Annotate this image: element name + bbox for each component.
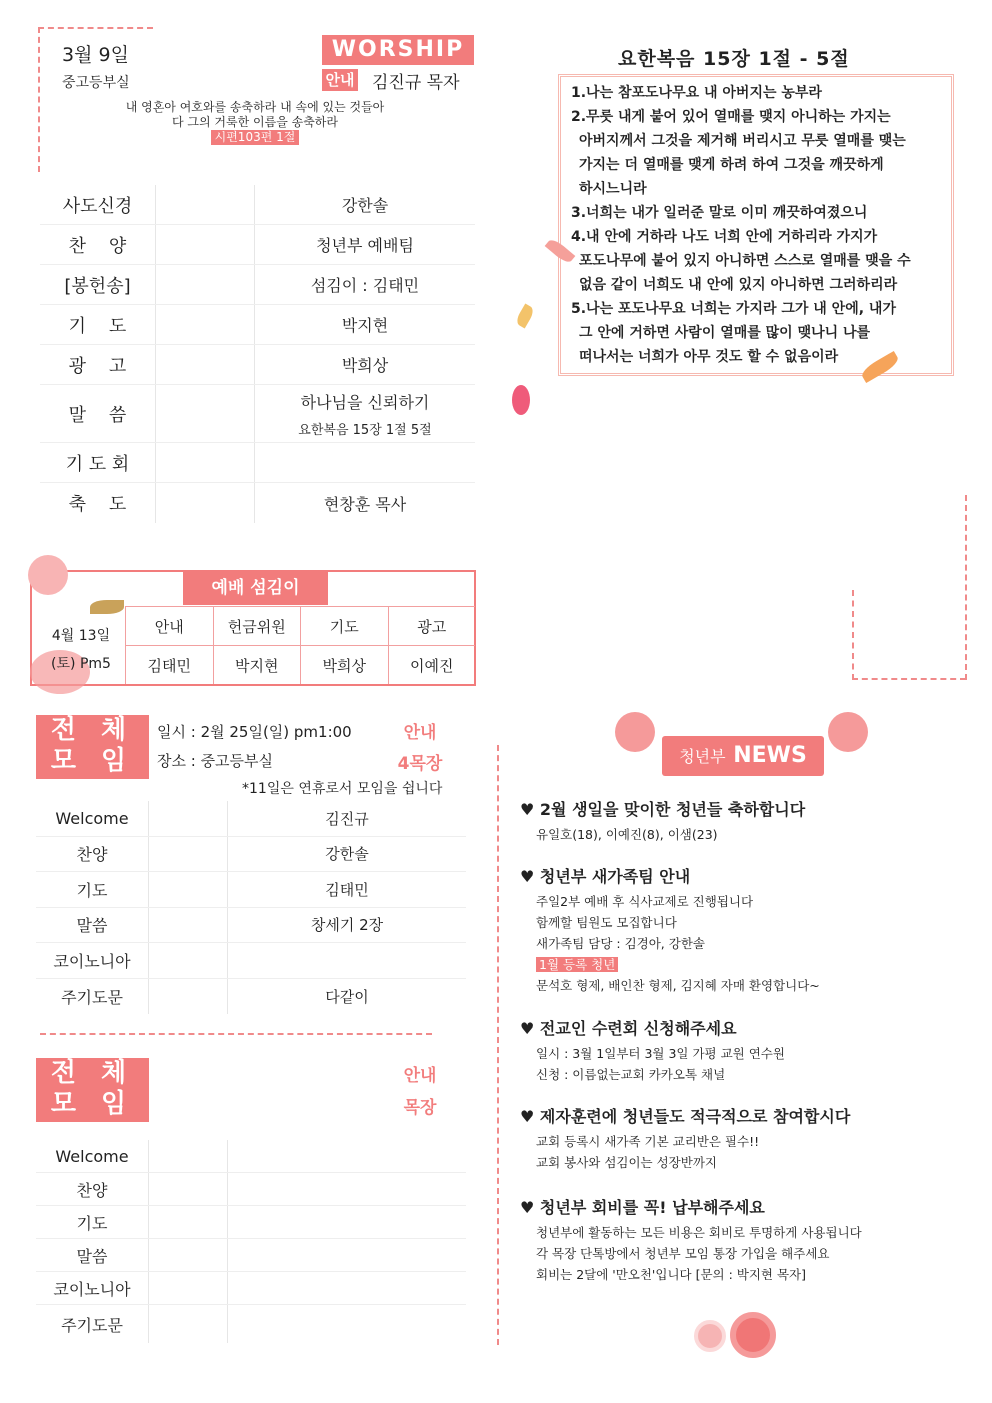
news-title: ♥ 2월 생일을 맞이한 청년들 축하합니다 — [520, 800, 806, 819]
guide-name: 김진규 목자 — [372, 73, 460, 93]
sermon-title: 하나님을 신뢰하기 — [300, 392, 430, 412]
meeting-badge — [36, 715, 149, 779]
news-title: ♥ 제자훈련에 청년들도 적극적으로 참여합시다 — [520, 1107, 851, 1126]
order-item: 기 도 — [68, 315, 127, 337]
meeting-item: 주기도문 — [61, 1315, 123, 1335]
order-row — [40, 385, 475, 443]
dashed-divider — [38, 27, 153, 29]
opening-verse — [90, 100, 420, 145]
scripture-line: 포도나무에 붙어 있지 아니하면 스스로 열매를 맺을 수 — [579, 253, 911, 269]
news-badge-main: NEWS — [733, 743, 807, 768]
servers-role: 광고 — [388, 606, 476, 645]
news-item — [520, 864, 960, 996]
meeting-table — [36, 801, 466, 1014]
order-item: [봉헌송] — [64, 275, 131, 297]
scripture-line: 3.너희는 내가 일러준 말로 이미 깨끗하여졌으니 — [571, 205, 868, 221]
meeting-info — [157, 718, 352, 776]
meeting-person: 김태민 — [325, 880, 369, 899]
meeting-row — [36, 801, 466, 837]
order-person: 강한솔 — [341, 196, 389, 215]
news-line: 교회 등록시 새가족 기본 교리반은 필수!! — [536, 1134, 760, 1149]
leaf-decoration — [90, 600, 124, 614]
servers-date — [45, 622, 117, 678]
meeting-row — [36, 837, 466, 873]
meeting-item: Welcome — [55, 808, 129, 828]
scripture-box — [558, 74, 954, 376]
verse-reference: 시편103편 1절 — [211, 130, 300, 145]
scripture-line: 5.나는 포도나무요 너희는 가지라 그가 내 안에, 내가 — [571, 301, 896, 317]
order-row — [40, 345, 475, 385]
order-row — [40, 443, 475, 483]
order-item: 광 고 — [68, 355, 127, 377]
order-person: 섬김이 : 김태민 — [310, 276, 420, 295]
meeting-item: 말씀 — [76, 916, 108, 936]
meeting-badge-line: 모 임 — [50, 746, 135, 776]
meeting-item: 코이노니아 — [53, 1279, 131, 1299]
order-person: 청년부 예배팀 — [316, 236, 414, 255]
scripture-title: 요한복음 15장 1절 - 5절 — [618, 48, 850, 70]
meeting-guide — [395, 1060, 445, 1124]
meeting-note: *11일은 연휴로서 모임을 쉽니다 — [242, 781, 443, 797]
news-line: 회비는 2달에 '만오천'입니다 [문의 : 박지현 목자] — [536, 1267, 806, 1282]
news-line: 교회 봉사와 섬김이는 성장반까지 — [536, 1155, 717, 1170]
meeting-item: 찬양 — [76, 1180, 108, 1200]
meeting-person: 김진규 — [325, 809, 369, 828]
meeting-row — [36, 872, 466, 908]
scripture-line: 2.무릇 내게 붙어 있어 열매를 맺지 아니하는 가지는 — [571, 109, 891, 125]
meeting-item: Welcome — [55, 1146, 129, 1166]
meeting-guide — [395, 718, 445, 780]
meeting-item: 주기도문 — [61, 987, 123, 1007]
news-line: 주일2부 예배 후 식사교제로 진행됩니다 — [536, 894, 754, 909]
flower-decoration — [828, 712, 868, 752]
order-person: 박희상 — [341, 356, 389, 375]
meeting-table — [36, 1140, 466, 1343]
meeting-row — [36, 979, 466, 1015]
meeting-datetime: 일시 : 2월 25일(일) pm1:00 — [157, 723, 352, 741]
meeting-person: 창세기 2장 — [310, 916, 384, 935]
order-item: 기 도 회 — [65, 453, 130, 475]
news-line: 함께할 팀원도 모집합니다 — [536, 915, 677, 930]
flower-decoration — [615, 712, 655, 752]
flower-decoration — [28, 555, 68, 595]
news-title: ♥ 청년부 회비를 꼭! 납부해주세요 — [520, 1198, 765, 1217]
guide-badge: 안내 — [322, 69, 358, 91]
news-title: ♥ 전교인 수련회 신청해주세요 — [520, 1019, 737, 1038]
servers-date-line: 4월 13일 — [51, 628, 111, 644]
meeting-row — [36, 1140, 466, 1173]
news-tag: 1월 등록 청년 — [536, 957, 618, 972]
meeting-item: 기도 — [76, 1213, 108, 1233]
servers-name: 이예진 — [388, 645, 476, 684]
meeting-row — [36, 1206, 466, 1239]
scripture-line: 떠나서는 너희가 아무 것도 할 수 없음이라 — [579, 349, 839, 365]
scripture-line: 아버지께서 그것을 제거해 버리시고 무릇 열매를 맺는 — [579, 133, 906, 149]
flower-decoration — [694, 1320, 726, 1352]
order-item: 사도신경 — [62, 195, 133, 217]
verse-line: 내 영혼아 여호와를 송축하라 내 속에 있는 것들아 — [125, 100, 385, 114]
order-item: 말 씀 — [68, 404, 127, 426]
news-badge-prefix: 청년부 — [679, 747, 726, 766]
flower-decoration — [730, 1312, 776, 1358]
dashed-divider — [852, 678, 966, 680]
dashed-divider — [38, 27, 40, 172]
order-row — [40, 483, 475, 523]
service-date: 3월 9일 — [62, 44, 129, 66]
meeting-guide-value: 목장 — [403, 1098, 437, 1118]
order-of-service — [40, 185, 475, 523]
dashed-divider — [40, 1033, 432, 1035]
sermon-passage: 요한복음 15장 1절 5절 — [298, 422, 432, 438]
order-item: 찬 양 — [68, 235, 127, 257]
news-line: 각 목장 단톡방에서 청년부 모임 통장 가입을 해주세요 — [536, 1246, 830, 1261]
news-item — [520, 1016, 960, 1085]
meeting-badge — [36, 1058, 149, 1122]
servers-role: 기도 — [300, 606, 388, 645]
order-row — [40, 185, 475, 225]
news-line: 유일호(18), 이예진(8), 이샘(23) — [536, 827, 718, 842]
dashed-divider — [497, 745, 499, 1345]
meeting-badge-line: 모 임 — [50, 1089, 135, 1119]
news-item — [520, 1195, 960, 1285]
meeting-person: 다같이 — [325, 987, 369, 1006]
verse-line: 다 그의 거룩한 이름을 송축하라 — [172, 115, 338, 129]
order-row — [40, 225, 475, 265]
order-person: 박지현 — [341, 316, 389, 335]
news-line: 신청 : 이름없는교회 카카오톡 채널 — [536, 1067, 726, 1082]
petal-decoration — [512, 385, 530, 415]
scripture-line: 없음 같이 너희도 내 안에 있지 아니하면 그러하리라 — [579, 277, 898, 293]
news-item — [520, 1104, 960, 1173]
dashed-divider — [852, 590, 854, 680]
meeting-badge-line: 전 체 — [50, 1058, 135, 1088]
servers-title: 예배 섬김이 — [183, 571, 328, 605]
order-row — [40, 305, 475, 345]
meeting-guide-value: 4목장 — [397, 754, 443, 774]
servers-date-line: (토) Pm5 — [51, 656, 111, 672]
meeting-row — [36, 943, 466, 979]
meeting-row — [36, 1173, 466, 1206]
scripture-line: 하시느니라 — [579, 181, 647, 197]
news-line: 일시 : 3월 1일부터 3월 3일 가평 교원 연수원 — [536, 1046, 785, 1061]
dashed-divider — [965, 495, 967, 680]
meeting-row — [36, 1305, 466, 1343]
news-title: ♥ 청년부 새가족팀 안내 — [520, 867, 691, 886]
servers-name: 박희상 — [300, 645, 388, 684]
order-person: 현창훈 목사 — [323, 494, 407, 514]
order-row — [40, 265, 475, 305]
scripture-line: 가지는 더 열매를 맺게 하려 하여 그것을 깨끗하게 — [579, 157, 884, 173]
leaf-decoration — [514, 303, 535, 328]
worship-title: WORSHIP — [322, 35, 474, 65]
servers-role: 헌금위원 — [213, 606, 301, 645]
meeting-row — [36, 1239, 466, 1272]
news-line: 청년부에 활동하는 모든 비용은 회비로 투명하게 사용됩니다 — [536, 1225, 862, 1240]
news-badge — [662, 736, 824, 776]
meeting-badge-line: 전 체 — [50, 715, 135, 745]
servers-name: 박지현 — [213, 645, 301, 684]
service-place: 중고등부실 — [62, 75, 130, 91]
meeting-item: 기도 — [76, 880, 108, 900]
meeting-row — [36, 908, 466, 944]
scripture-line: 4.내 안에 거하라 나도 너희 안에 거하리라 가지가 — [571, 229, 878, 245]
meeting-person: 강한솔 — [325, 845, 369, 864]
news-item — [520, 797, 960, 845]
meeting-place: 장소 : 중고등부실 — [157, 752, 274, 770]
meeting-guide-label: 안내 — [403, 1066, 437, 1086]
meeting-row — [36, 1272, 466, 1305]
servers-grid — [125, 606, 475, 684]
meeting-guide-label: 안내 — [403, 723, 437, 743]
order-item: 축 도 — [68, 494, 127, 515]
servers-role: 안내 — [125, 606, 213, 645]
meeting-item: 말씀 — [76, 1246, 108, 1266]
meeting-item: 찬양 — [76, 845, 108, 865]
meeting-item: 코이노니아 — [53, 951, 131, 971]
scripture-line: 1.나는 참포도나무요 내 아버지는 농부라 — [571, 85, 822, 101]
scripture-line: 그 안에 거하면 사람이 열매를 많이 맺나니 나를 — [579, 325, 871, 341]
news-line: 문석호 형제, 배인찬 형제, 김지혜 자매 환영합니다~ — [536, 978, 820, 993]
news-line: 새가족팀 담당 : 김경아, 강한솔 — [536, 936, 705, 951]
servers-name: 김태민 — [125, 645, 213, 684]
